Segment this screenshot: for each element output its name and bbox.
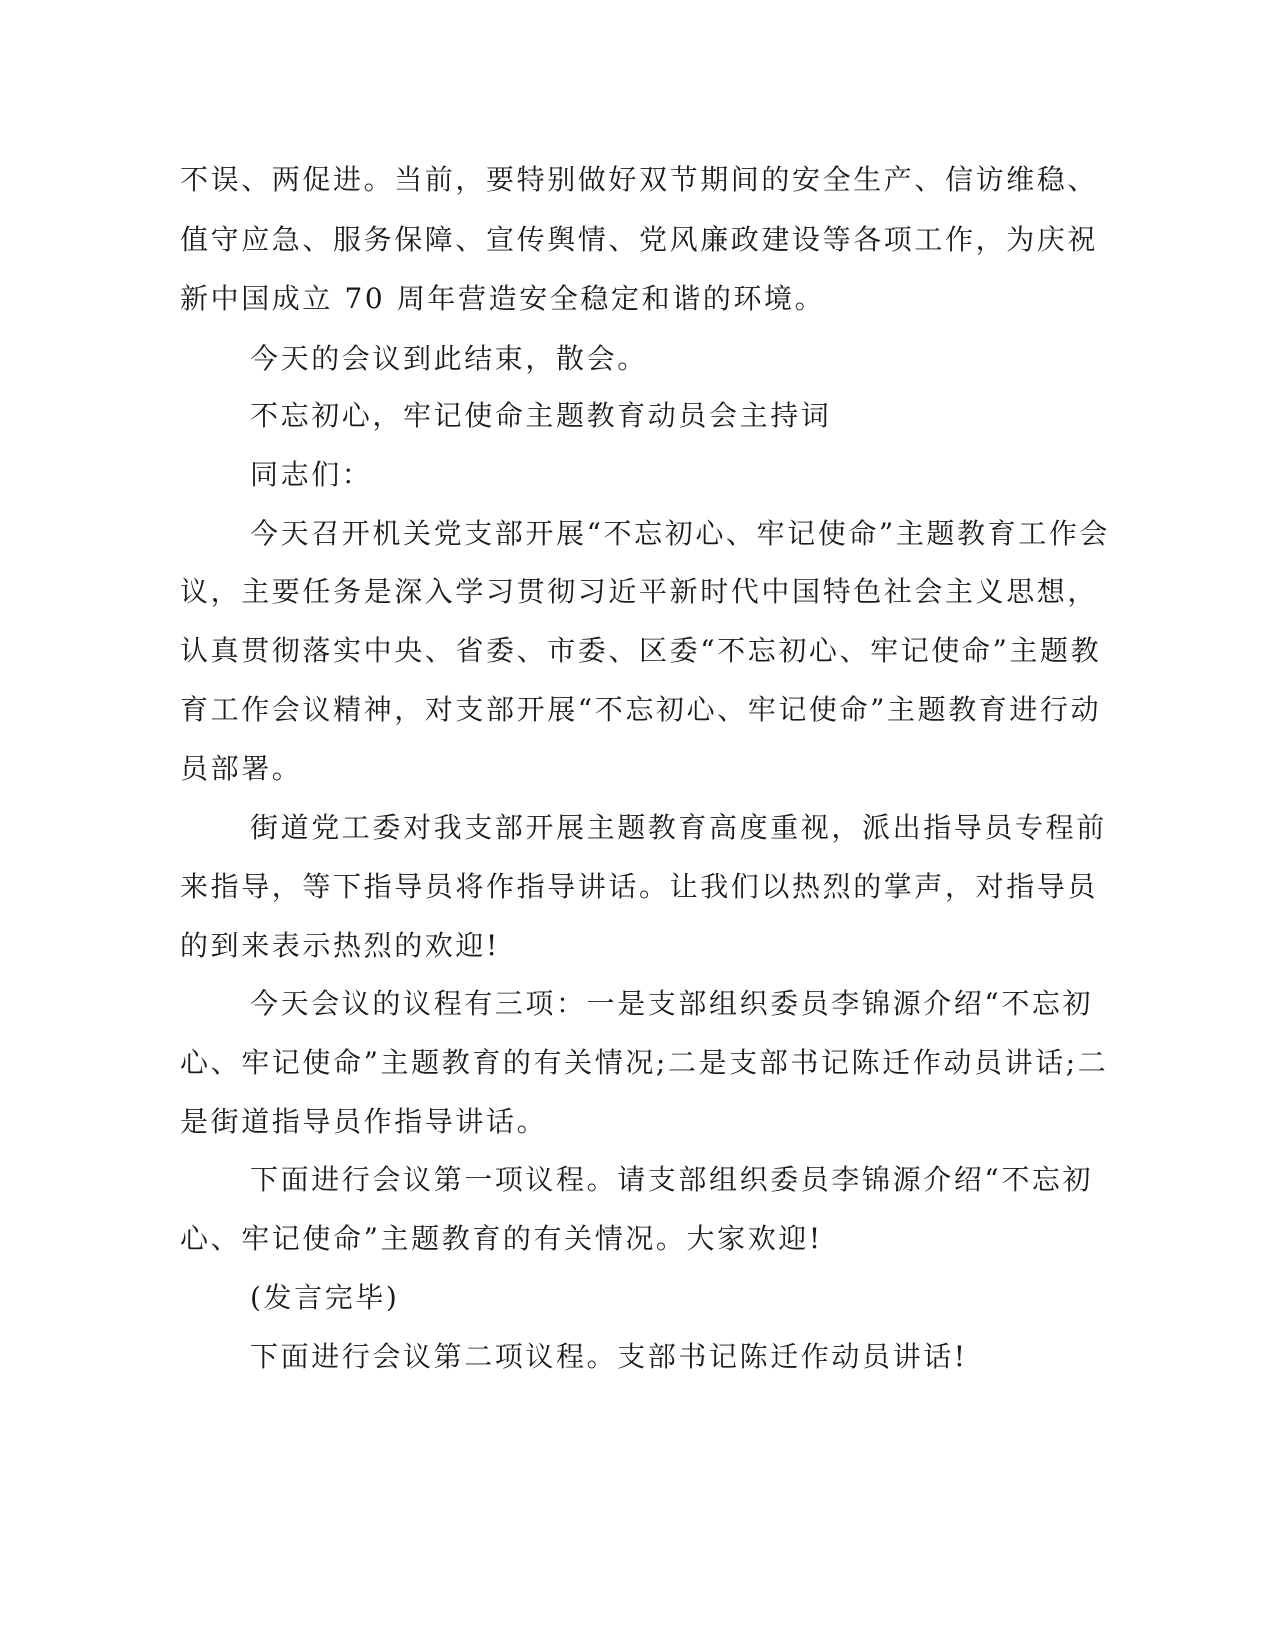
text-line: 今天召开机关党支部开展“不忘初心、牢记使命”主题教育工作会 bbox=[250, 517, 1111, 550]
text-line: 员部署。 bbox=[180, 752, 303, 785]
text-line: 心、牢记使命”主题教育的有关情况;二是支部书记陈迁作动员讲话;二 bbox=[180, 1046, 1109, 1079]
text-line: 新中国成立 70 周年营造安全稳定和谐的环境。 bbox=[180, 282, 826, 315]
text-line: 来指导，等下指导员将作指导讲话。让我们以热烈的掌声，对指导员 bbox=[180, 870, 1099, 903]
text-line: 街道党工委对我支部开展主题教育高度重视，派出指导员专程前 bbox=[250, 811, 1107, 844]
text-line: 认真贯彻落实中央、省委、市委、区委“不忘初心、牢记使命”主题教 bbox=[180, 634, 1102, 667]
text-line: 下面进行会议第二项议程。支部书记陈迁作动员讲话! bbox=[250, 1340, 968, 1373]
text-line: 是街道指导员作指导讲话。 bbox=[180, 1105, 548, 1138]
text-line: 下面进行会议第一项议程。请支部组织委员李锦源介绍“不忘初 bbox=[250, 1163, 1094, 1196]
text-line: 不误、两促进。当前，要特别做好双节期间的安全生产、信访维稳、 bbox=[180, 163, 1099, 196]
text-line: 育工作会议精神，对支部开展“不忘初心、牢记使命”主题教育进行动 bbox=[180, 693, 1102, 726]
text-line: 值守应急、服务保障、宣传舆情、党风廉政建设等各项工作，为庆祝 bbox=[180, 223, 1099, 256]
text-line: 不忘初心，牢记使命主题教育动员会主持词 bbox=[250, 399, 832, 432]
text-line: 今天的会议到此结束，散会。 bbox=[250, 342, 648, 375]
text-line: 议，主要任务是深入学习贯彻习近平新时代中国特色社会主义思想， bbox=[180, 575, 1099, 608]
text-line: 心、牢记使命”主题教育的有关情况。大家欢迎! bbox=[180, 1222, 823, 1255]
text-line: 的到来表示热烈的欢迎! bbox=[180, 929, 500, 962]
text-line: 今天会议的议程有三项：一是支部组织委员李锦源介绍“不忘初 bbox=[250, 987, 1094, 1020]
text-line: 同志们： bbox=[250, 458, 373, 491]
text-line: (发言完毕) bbox=[250, 1281, 400, 1314]
